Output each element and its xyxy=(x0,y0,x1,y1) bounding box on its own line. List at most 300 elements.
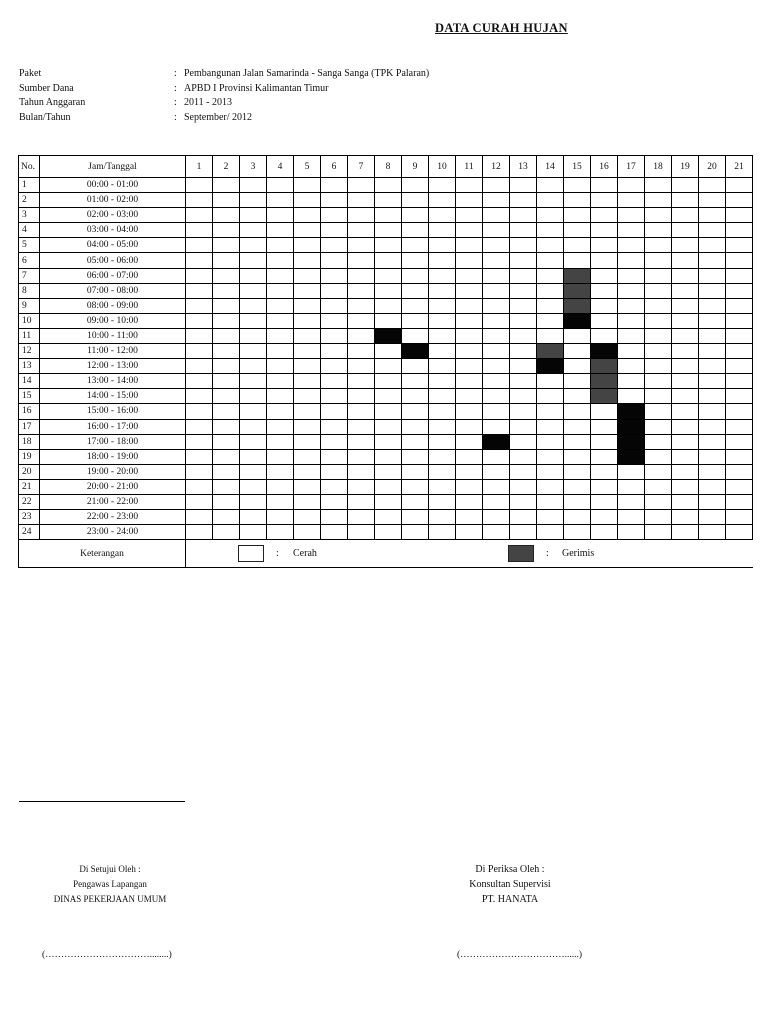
signature-rule xyxy=(19,801,185,802)
rain-cell xyxy=(402,419,429,434)
rain-cell xyxy=(699,178,726,193)
rain-cell xyxy=(456,419,483,434)
info-label: Paket xyxy=(19,68,42,79)
rain-cell xyxy=(321,479,348,494)
rain-cell xyxy=(240,404,267,419)
rain-cell xyxy=(726,238,753,253)
rain-cell xyxy=(186,298,213,313)
info-label: Bulan/Tahun xyxy=(19,111,71,123)
rain-cell xyxy=(645,344,672,359)
rain-cell xyxy=(645,298,672,313)
rain-cell xyxy=(429,419,456,434)
row-number: 22 xyxy=(19,494,40,509)
rain-cell xyxy=(294,298,321,313)
row-number: 17 xyxy=(19,419,40,434)
rain-cell xyxy=(375,208,402,223)
info-value: 2011 - 2013 xyxy=(184,97,232,108)
rain-cell xyxy=(321,208,348,223)
rain-cell xyxy=(186,449,213,464)
rain-cell xyxy=(510,298,537,313)
rain-cell-filled xyxy=(618,404,645,419)
rain-cell xyxy=(213,479,240,494)
rain-cell xyxy=(240,178,267,193)
rain-cell xyxy=(699,494,726,509)
row-number: 1 xyxy=(19,178,40,193)
legend-cell xyxy=(186,540,753,568)
row-number: 5 xyxy=(19,238,40,253)
rain-cell xyxy=(456,193,483,208)
rain-cell-filled xyxy=(564,283,591,298)
rain-cell xyxy=(645,283,672,298)
table-header-row xyxy=(19,156,753,178)
table-row xyxy=(19,208,753,223)
rain-cell xyxy=(267,419,294,434)
rain-cell xyxy=(213,178,240,193)
legend-swatch-gerimis xyxy=(508,545,534,562)
rain-cell xyxy=(645,479,672,494)
rain-cell xyxy=(483,479,510,494)
rain-cell xyxy=(672,208,699,223)
rain-cell xyxy=(294,434,321,449)
rain-cell xyxy=(618,510,645,525)
info-label: Tahun Anggaran xyxy=(19,97,86,108)
row-number: 24 xyxy=(19,525,40,540)
rain-cell xyxy=(645,313,672,328)
rain-cell xyxy=(672,359,699,374)
rain-cell-filled xyxy=(618,419,645,434)
rain-cell xyxy=(348,494,375,509)
rain-cell xyxy=(267,404,294,419)
rain-cell xyxy=(537,525,564,540)
table-row xyxy=(19,253,753,268)
rain-cell xyxy=(375,434,402,449)
rain-cell xyxy=(483,268,510,283)
rain-cell xyxy=(267,374,294,389)
rain-cell xyxy=(699,344,726,359)
rain-cell xyxy=(348,344,375,359)
rain-cell xyxy=(429,313,456,328)
rain-cell xyxy=(510,494,537,509)
table-row xyxy=(19,404,753,419)
rain-cell xyxy=(510,479,537,494)
row-number: 8 xyxy=(19,283,40,298)
rain-cell xyxy=(375,404,402,419)
rain-cell xyxy=(483,404,510,419)
rain-cell xyxy=(213,328,240,343)
rain-cell xyxy=(294,374,321,389)
header-day-21: 21 xyxy=(726,156,753,178)
rain-cell xyxy=(645,525,672,540)
rain-cell xyxy=(213,298,240,313)
rain-cell xyxy=(456,298,483,313)
info-value: APBD I Provinsi Kalimantan Timur xyxy=(184,82,329,94)
rain-cell xyxy=(699,283,726,298)
rain-cell xyxy=(510,223,537,238)
row-number: 2 xyxy=(19,193,40,208)
rain-cell xyxy=(618,283,645,298)
rain-cell xyxy=(321,178,348,193)
rain-cell xyxy=(321,389,348,404)
rain-cell xyxy=(672,223,699,238)
rain-cell xyxy=(348,479,375,494)
rain-cell xyxy=(726,283,753,298)
sig-left-line1: Di Setujui Oleh : xyxy=(79,864,141,874)
rain-cell xyxy=(537,389,564,404)
rain-cell xyxy=(240,313,267,328)
rain-cell xyxy=(321,298,348,313)
rain-cell xyxy=(564,178,591,193)
rain-cell xyxy=(294,328,321,343)
rain-cell xyxy=(699,510,726,525)
rain-cell xyxy=(213,344,240,359)
rain-cell xyxy=(429,434,456,449)
rain-cell xyxy=(726,434,753,449)
row-number: 19 xyxy=(19,449,40,464)
rain-cell xyxy=(726,178,753,193)
rain-cell xyxy=(483,328,510,343)
keterangan-label: Keterangan xyxy=(19,540,186,568)
table-row xyxy=(19,525,753,540)
rain-cell xyxy=(348,359,375,374)
rain-cell xyxy=(618,178,645,193)
rain-cell xyxy=(186,404,213,419)
rain-cell xyxy=(186,208,213,223)
table-row xyxy=(19,193,753,208)
row-hour: 21:00 - 22:00 xyxy=(40,494,186,509)
rain-cell xyxy=(564,253,591,268)
table-row xyxy=(19,328,753,343)
row-hour: 07:00 - 08:00 xyxy=(40,283,186,298)
rain-cell xyxy=(591,208,618,223)
rain-cell xyxy=(645,223,672,238)
row-hour: 11:00 - 12:00 xyxy=(40,344,186,359)
rain-cell xyxy=(564,404,591,419)
rain-cell xyxy=(510,374,537,389)
rain-cell xyxy=(564,238,591,253)
rain-cell xyxy=(186,389,213,404)
rain-cell xyxy=(645,464,672,479)
row-number: 15 xyxy=(19,389,40,404)
info-block xyxy=(19,67,429,125)
rain-cell xyxy=(240,193,267,208)
rain-cell xyxy=(348,268,375,283)
rain-cell xyxy=(429,449,456,464)
rain-cell xyxy=(213,389,240,404)
row-hour: 14:00 - 15:00 xyxy=(40,389,186,404)
row-number: 12 xyxy=(19,344,40,359)
rain-cell xyxy=(402,494,429,509)
rain-cell xyxy=(213,510,240,525)
rain-cell xyxy=(348,464,375,479)
rain-cell xyxy=(348,525,375,540)
rain-cell xyxy=(186,223,213,238)
row-number: 4 xyxy=(19,223,40,238)
rain-cell xyxy=(672,419,699,434)
info-value: Pembangunan Jalan Samarinda - Sanga Sanga (TPK Palaran) xyxy=(184,68,430,79)
rain-cell xyxy=(321,525,348,540)
rain-cell xyxy=(591,178,618,193)
header-day-10: 10 xyxy=(429,156,456,178)
rain-cell xyxy=(483,223,510,238)
table-row xyxy=(19,238,753,253)
rain-cell xyxy=(618,223,645,238)
rain-cell xyxy=(483,298,510,313)
info-row-sumber-dana: Sumber Dana : APBD I Provinsi Kalimantan Timur xyxy=(19,82,429,97)
rain-cell xyxy=(402,464,429,479)
rain-cell xyxy=(186,253,213,268)
rain-cell xyxy=(672,389,699,404)
rain-cell xyxy=(375,223,402,238)
row-number: 7 xyxy=(19,268,40,283)
rain-cell xyxy=(240,434,267,449)
table-row xyxy=(19,344,753,359)
table-row xyxy=(19,283,753,298)
legend-swatch-cerah xyxy=(238,545,264,562)
rain-cell xyxy=(240,510,267,525)
table-row xyxy=(19,178,753,193)
rain-cell xyxy=(186,328,213,343)
rain-cell xyxy=(213,494,240,509)
rain-cell xyxy=(564,193,591,208)
rain-cell xyxy=(726,449,753,464)
rain-cell xyxy=(429,223,456,238)
rain-cell xyxy=(240,449,267,464)
rain-cell xyxy=(321,464,348,479)
row-number: 21 xyxy=(19,479,40,494)
rain-cell xyxy=(240,359,267,374)
rain-cell xyxy=(294,389,321,404)
rain-cell xyxy=(213,359,240,374)
rain-cell xyxy=(429,178,456,193)
rain-cell xyxy=(186,464,213,479)
rain-cell xyxy=(348,389,375,404)
legend-colon: : xyxy=(276,548,279,560)
rain-cell xyxy=(294,359,321,374)
info-row-bulan-tahun: Bulan/Tahun : September/ 2012 xyxy=(19,111,429,126)
rain-cell xyxy=(213,253,240,268)
rain-cell xyxy=(537,328,564,343)
rain-cell xyxy=(348,510,375,525)
legend-row xyxy=(19,540,753,568)
header-day-7: 7 xyxy=(348,156,375,178)
rain-cell xyxy=(375,178,402,193)
info-row-paket: Paket : Pembangunan Jalan Samarinda - Sanga Sanga (TPK Palaran) xyxy=(19,67,429,82)
rain-cell xyxy=(537,419,564,434)
rain-cell xyxy=(672,404,699,419)
rain-cell xyxy=(699,268,726,283)
rain-cell xyxy=(321,328,348,343)
table-row xyxy=(19,434,753,449)
rain-cell xyxy=(618,344,645,359)
rain-cell xyxy=(483,510,510,525)
rain-cell xyxy=(483,494,510,509)
table-row xyxy=(19,389,753,404)
rain-cell xyxy=(699,389,726,404)
rain-cell xyxy=(267,464,294,479)
rain-cell xyxy=(456,449,483,464)
rain-cell xyxy=(510,389,537,404)
rain-cell xyxy=(321,404,348,419)
rain-cell xyxy=(429,283,456,298)
rain-cell xyxy=(537,193,564,208)
rain-cell xyxy=(645,238,672,253)
rain-cell xyxy=(645,268,672,283)
rain-cell xyxy=(267,510,294,525)
rain-cell xyxy=(483,208,510,223)
table-row xyxy=(19,223,753,238)
table-row xyxy=(19,313,753,328)
rain-cell xyxy=(267,359,294,374)
row-number: 14 xyxy=(19,374,40,389)
rain-cell xyxy=(375,268,402,283)
info-row-tahun-anggaran: Tahun Anggaran : 2011 - 2013 xyxy=(19,96,429,111)
sig-right-line2: Konsultan Supervisi xyxy=(469,879,551,890)
rain-cell xyxy=(402,178,429,193)
rain-cell xyxy=(618,494,645,509)
sig-right-dots: (……………………………......) xyxy=(457,950,583,960)
rain-cell xyxy=(591,510,618,525)
rain-cell xyxy=(672,479,699,494)
header-day-8: 8 xyxy=(375,156,402,178)
rain-cell xyxy=(672,464,699,479)
table-row xyxy=(19,479,753,494)
row-number: 11 xyxy=(19,328,40,343)
rain-cell xyxy=(645,178,672,193)
rain-cell xyxy=(375,419,402,434)
rain-cell xyxy=(294,268,321,283)
rain-cell xyxy=(429,404,456,419)
table-row xyxy=(19,268,753,283)
rain-cell xyxy=(510,253,537,268)
rain-cell xyxy=(294,494,321,509)
rain-cell xyxy=(294,449,321,464)
signature-right xyxy=(440,862,580,907)
rain-cell-filled xyxy=(375,328,402,343)
rain-cell xyxy=(402,313,429,328)
rain-cell xyxy=(618,253,645,268)
rain-cell xyxy=(645,510,672,525)
header-day-12: 12 xyxy=(483,156,510,178)
rain-cell xyxy=(726,479,753,494)
rain-cell xyxy=(672,283,699,298)
rain-cell xyxy=(510,434,537,449)
rain-cell xyxy=(375,313,402,328)
rain-cell xyxy=(510,193,537,208)
rain-cell xyxy=(564,223,591,238)
rain-cell xyxy=(510,283,537,298)
rain-cell-filled xyxy=(564,298,591,313)
rain-cell xyxy=(429,510,456,525)
rain-cell xyxy=(537,479,564,494)
row-hour: 04:00 - 05:00 xyxy=(40,238,186,253)
row-hour: 01:00 - 02:00 xyxy=(40,193,186,208)
rain-cell xyxy=(510,178,537,193)
rain-cell xyxy=(618,389,645,404)
rain-cell xyxy=(537,238,564,253)
rain-cell xyxy=(591,434,618,449)
rain-cell xyxy=(483,344,510,359)
rain-cell xyxy=(402,328,429,343)
rain-cell xyxy=(510,359,537,374)
rain-cell xyxy=(645,449,672,464)
rain-cell xyxy=(564,344,591,359)
rain-cell xyxy=(429,464,456,479)
header-day-20: 20 xyxy=(699,156,726,178)
rain-cell xyxy=(375,283,402,298)
rain-cell xyxy=(429,494,456,509)
rain-cell xyxy=(267,494,294,509)
rain-cell xyxy=(213,208,240,223)
rain-cell xyxy=(510,313,537,328)
rain-cell xyxy=(699,223,726,238)
header-day-3: 3 xyxy=(240,156,267,178)
rain-cell xyxy=(726,510,753,525)
rain-cell xyxy=(213,525,240,540)
header-day-19: 19 xyxy=(672,156,699,178)
rain-cell xyxy=(402,223,429,238)
rain-cell xyxy=(483,193,510,208)
rain-cell xyxy=(348,238,375,253)
rain-cell xyxy=(321,238,348,253)
rain-cell xyxy=(213,404,240,419)
rain-cell xyxy=(726,344,753,359)
rain-cell xyxy=(213,419,240,434)
rain-cell xyxy=(294,313,321,328)
rain-cell xyxy=(726,419,753,434)
rain-cell xyxy=(510,449,537,464)
rain-cell xyxy=(456,328,483,343)
rain-cell xyxy=(456,434,483,449)
rain-cell xyxy=(348,419,375,434)
header-jam-tanggal: Jam/Tanggal xyxy=(40,156,186,178)
rain-cell xyxy=(591,328,618,343)
table-row xyxy=(19,464,753,479)
rain-cell xyxy=(591,253,618,268)
rain-cell xyxy=(591,313,618,328)
rain-cell xyxy=(213,238,240,253)
rain-cell xyxy=(672,193,699,208)
rain-cell xyxy=(483,178,510,193)
rain-cell xyxy=(186,193,213,208)
legend-label-cerah: Cerah xyxy=(293,548,317,560)
rain-cell xyxy=(537,298,564,313)
rain-cell xyxy=(564,464,591,479)
rain-cell xyxy=(456,253,483,268)
rain-cell xyxy=(348,404,375,419)
rain-cell xyxy=(672,434,699,449)
legend-colon: : xyxy=(546,548,549,560)
rain-cell xyxy=(240,298,267,313)
rain-cell xyxy=(564,359,591,374)
header-day-9: 9 xyxy=(402,156,429,178)
rain-cell xyxy=(186,434,213,449)
rain-cell xyxy=(456,283,483,298)
rain-cell xyxy=(618,525,645,540)
rain-cell xyxy=(294,419,321,434)
rain-cell xyxy=(213,283,240,298)
rain-cell xyxy=(240,223,267,238)
rain-cell xyxy=(402,208,429,223)
rain-cell xyxy=(456,208,483,223)
rain-cell xyxy=(348,208,375,223)
rain-cell xyxy=(321,193,348,208)
rain-cell xyxy=(213,223,240,238)
rain-cell xyxy=(267,313,294,328)
rain-cell xyxy=(672,344,699,359)
rain-cell xyxy=(321,344,348,359)
rain-cell xyxy=(591,464,618,479)
rain-cell xyxy=(456,389,483,404)
